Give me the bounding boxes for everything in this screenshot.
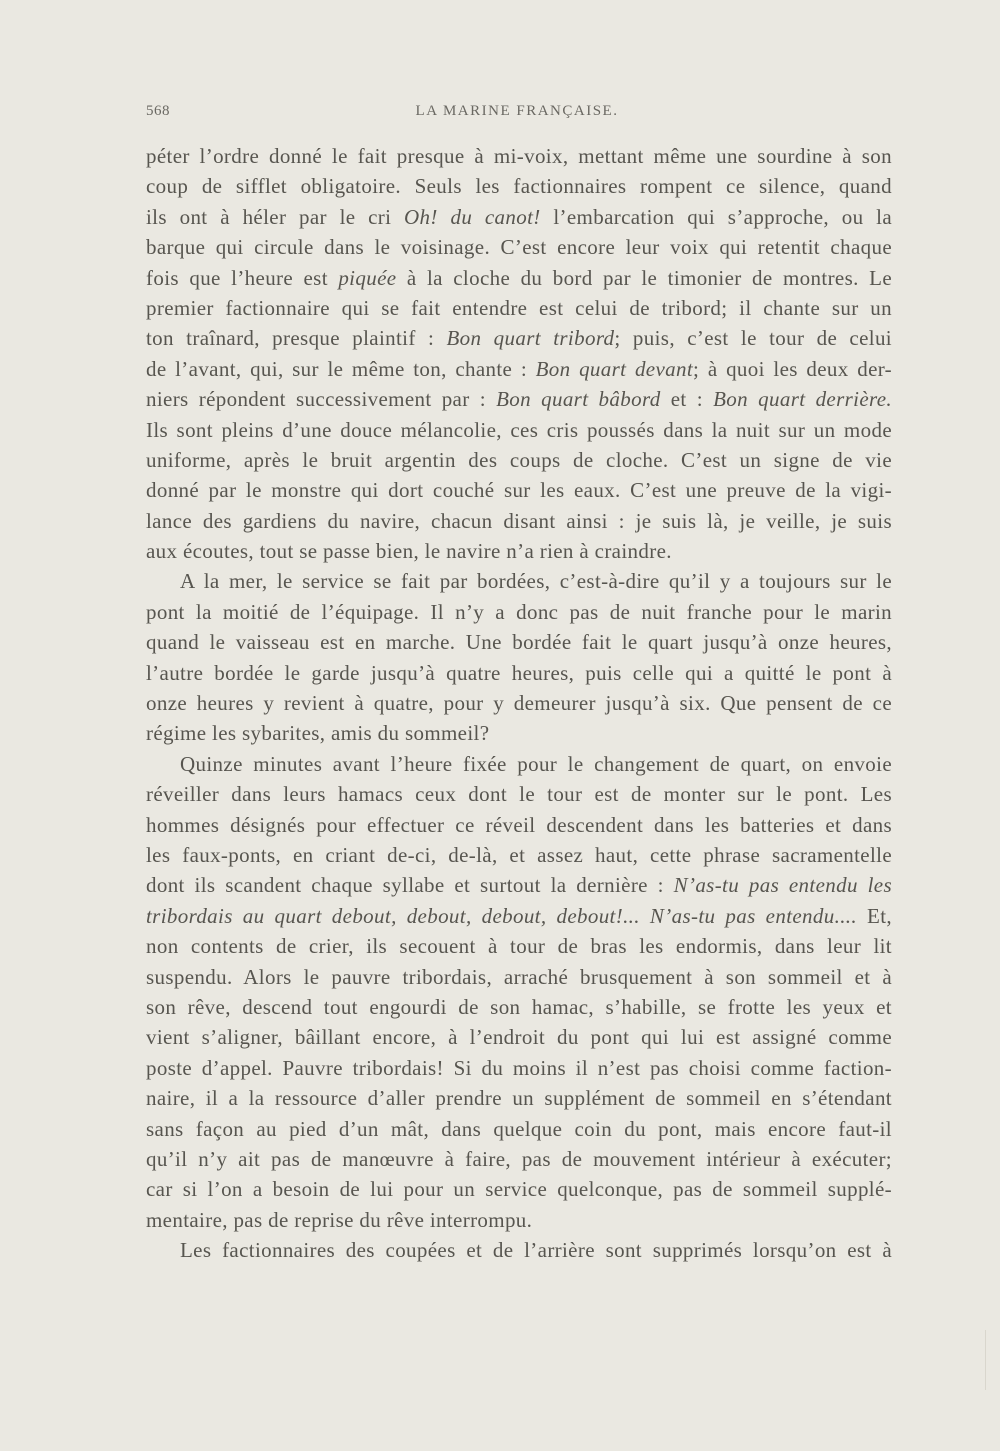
text-line [146,658,892,688]
text-run: Quinze minutes avant l’heure fixée pour le changement de quart, on envoie [180,751,892,776]
text-run: naire, il a la ressource d’aller prendre un supplément de sommeil en s’étendant [146,1086,892,1111]
text-run: aux écoutes, tout se passe bien, le navire n’a rien à craindre. [146,539,672,564]
text-line [146,840,892,870]
text-run: car si l’on a besoin de lui pour un service quelconque, pas de sommeil supplé- [146,1177,892,1202]
text-run: ton traînard, presque plaintif : [146,326,447,351]
text-run: qu’il n’y ait pas de manœuvre à faire, pas de mouvement intérieur à exécuter; [146,1146,892,1171]
text-line [146,1144,892,1174]
text-line [146,962,892,992]
text-line [146,779,892,809]
text-run: dont ils scandent chaque syllabe et surtout la dernière : [146,873,674,898]
text-run: ; à quoi les deux der- [693,356,893,381]
text-line [146,810,892,840]
text-run: uniforme, après le bruit argentin des coups de cloche. C’est un signe de vie [146,447,892,472]
text-line [146,171,892,201]
text-run: poste d’appel. Pauvre tribordais! Si du moins il n’est pas choisi comme faction- [146,1055,892,1080]
text-run: suspendu. Alors le pauvre tribordais, arraché brusquement à son sommeil et à [146,964,892,989]
text-run: Et, [857,903,892,928]
italic-text: Bon quart derrière. [713,387,893,412]
text-run: réveiller dans leurs hamacs ceux dont le tour est de monter sur le pont. Les [146,782,892,807]
text-run: mentaire, pas de reprise du rêve interrompu. [146,1207,533,1232]
text-line [146,1174,892,1204]
text-line [146,202,892,232]
text-line [146,1114,892,1144]
text-run: quand le vaisseau est en marche. Une bordée fait le quart jusqu’à onze heures, [146,630,892,655]
text-line [146,445,892,475]
text-line [146,323,892,353]
text-run: de l’avant, qui, sur le même ton, chante : [146,356,536,381]
italic-text: N’as-tu pas entendu les [673,873,892,898]
text-line [146,415,892,445]
text-line [146,931,892,961]
text-run: coup de sifflet obligatoire. Seuls les factionnaires rompent ce silence, quand [146,174,892,199]
text-run: A la mer, le service se fait par bordées, c’est-à-dire qu’il y a toujours sur le [180,569,892,594]
text-line [146,536,892,566]
text-run: les faux-ponts, en criant de-ci, de-là, et assez haut, cette phrase sacramentelle [146,842,892,867]
text-run: régime les sybarites, amis du sommeil? [146,721,490,746]
running-title: LA MARINE FRANÇAISE. [415,103,619,119]
text-run: vient s’aligner, bâillant encore, à l’endroit du pont qui lui est assigné comme [146,1025,892,1050]
text-run: donné par le monstre qui dort couché sur les eaux. C’est une preuve de la vigi- [146,478,892,503]
text-run: premier factionnaire qui se fait entendre est celui de tribord; il chante sur un [146,295,892,320]
text-run: fois que l’heure est [146,265,339,290]
text-run: l’embarcation qui s’approche, ou la [540,204,892,229]
text-run: niers répondent successivement par : [146,387,497,412]
text-run: ; puis, c’est le tour de celui [614,326,892,351]
text-run: non contents de crier, ils secouent à tour de bras les endormis, dans leur lit [146,934,892,959]
text-line [146,475,892,505]
text-run: l’autre bordée le garde jusqu’à quatre heures, puis celle qui a quitté le pont à [146,660,892,685]
text-run: son rêve, descend tout engourdi de son hamac, s’habille, se frotte les yeux et [146,994,892,1019]
text-run: et : [660,387,714,412]
text-run: Les factionnaires des coupées et de l’arrière sont supprimés lorsqu’on est à [180,1238,892,1263]
text-line [146,263,892,293]
text-line [146,1053,892,1083]
text-line [146,688,892,718]
text-line [146,597,892,627]
text-run: péter l’ordre donné le fait presque à mi-voix, mettant même une sourdine à son [146,144,892,168]
text-run: hommes désignés pour effectuer ce réveil descendent dans les batteries et dans [146,812,892,837]
italic-text: tribordais au quart debout, debout, debout, debout!... N’as-tu pas entendu.... [146,903,857,928]
text-run: pont la moitié de l’équipage. Il n’y a donc pas de nuit franche pour le marin [146,599,892,624]
text-line [146,1083,892,1113]
text-line [146,506,892,536]
text-line [146,384,892,414]
text-run: lance des gardiens du navire, chacun disant ainsi : je suis là, je veille, je suis [146,508,892,533]
text-line [146,566,892,596]
text-line [146,1235,892,1265]
body-text [146,141,892,1265]
running-header [146,103,888,127]
text-line [146,354,892,384]
text-line [146,870,892,900]
text-line [146,293,892,323]
italic-text: Bon quart tribord [446,326,615,351]
text-line [146,749,892,779]
text-line [146,718,892,748]
text-run: sans façon au pied d’un mât, dans quelque coin du pont, mais encore faut-il [146,1116,892,1141]
text-run: Ils sont pleins d’une douce mélancolie, ces cris poussés dans la nuit sur un mode [146,417,892,442]
scan-artifact [985,1330,986,1390]
text-line [146,627,892,657]
text-line [146,992,892,1022]
text-line [146,232,892,262]
italic-text: piquée [338,265,397,290]
text-line [146,1022,892,1052]
italic-text: Bon quart devant [535,356,694,381]
italic-text: Bon quart bâbord [496,387,661,412]
text-run: onze heures y revient à quatre, pour y demeurer jusqu’à six. Que pensent de ce [146,691,892,716]
page-number: 568 [146,103,170,119]
text-run: barque qui circule dans le voisinage. C’est encore leur voix qui retentit chaque [146,235,892,260]
text-line [146,901,892,931]
text-run: ils ont à héler par le cri [146,204,405,229]
text-line [146,1205,892,1235]
text-run: à la cloche du bord par le timonier de montres. Le [396,265,892,290]
text-line [146,141,892,171]
italic-text: Oh! du canot! [404,204,541,229]
